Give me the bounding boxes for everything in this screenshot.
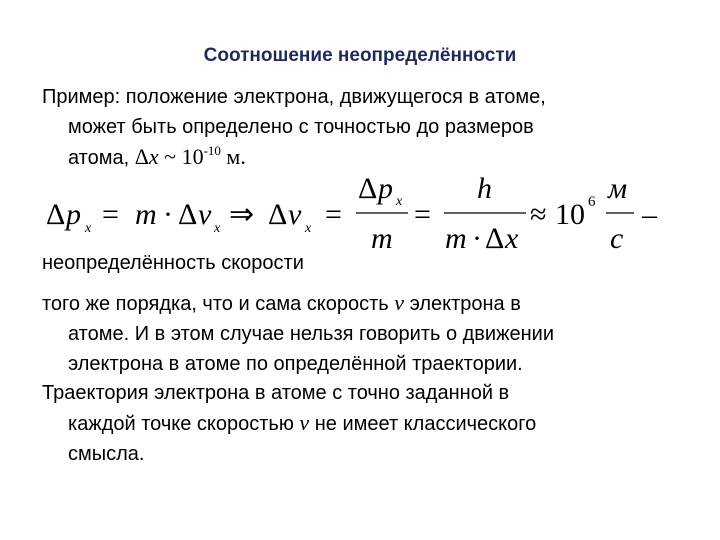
formula-v-2: v [288,198,302,231]
speed-variable-2: v [299,410,310,435]
formula-v-1: v [198,198,212,231]
formula-ten: 10 [555,198,585,231]
meter-unit: м. [220,144,246,169]
formula-sub-x-4: x [396,194,403,209]
speed-variable-1: v [394,290,404,315]
formula-m-3: m [445,222,467,253]
para2-line-1 [42,288,554,319]
formula-equals-3: = [414,198,431,231]
para3-line-1: Траектория электрона в атоме с точно заданной в [42,382,510,404]
formula-implies: ⇒ [229,198,255,231]
formula-sub-x-1: x [85,221,92,236]
speed-uncertainty-text: неопределённость скорости [42,252,304,274]
formula-h: h [477,172,492,205]
formula-delta-1: Δ [46,198,66,231]
x-variable: x [148,144,159,169]
formula-approx: ≈ [530,198,547,231]
delta-symbol: Δ [134,144,149,169]
formula-p-1: p [66,198,81,231]
paragraph-3 [42,378,536,469]
para3-line-2 [42,408,536,439]
para2-line-3: электрона в атоме по определённой траектории. [68,353,523,375]
formula-dot-2: · [472,222,482,253]
formula-unit-s: с [610,222,624,253]
formula-equals-1: = [102,198,119,231]
para2-line-2: атоме. И в этом случае нельзя говорить о движении [68,323,554,345]
formula-delta-2: Δ [178,198,198,231]
formula-six: 6 [588,194,596,210]
formula-delta-4: Δ [358,172,378,205]
example-line-1: Пример: положение электрона, движущегося в атоме, [42,86,546,108]
power-base: 10 [181,144,204,169]
para3-line-2-a: каждой точке скоростью [68,413,294,435]
power-exponent: -10 [203,143,221,158]
formula-dash: – [642,198,657,231]
formula-unit-m: м [608,172,628,205]
para2-line-1-b: электрона в [409,293,521,315]
approx-sign: ~ [158,144,182,169]
para2-line-1-a: того же порядка, что и сама скорость [42,293,389,315]
formula-delta-5: Δ [485,222,505,253]
formula-dot-1: · [163,198,173,231]
example-line-2: может быть определено с точностью до размеров [68,116,534,138]
slide-title: Соотношение неопределённости [203,45,517,66]
formula-sub-x-3: x [305,221,312,236]
formula-equals-2: = [325,198,342,231]
example-line-3-prefix: атома, [68,147,130,169]
paragraph-2 [42,288,554,379]
formula-x-1: x [505,222,519,253]
formula-m-2: m [371,222,393,253]
formula-p-2: p [378,172,393,205]
uncertainty-formula [0,168,720,253]
para3-line-3: смысла. [68,443,145,465]
formula-m-1: m [135,198,157,231]
example-paragraph [42,82,546,173]
para3-line-2-b: не имеет классического [314,413,537,435]
speed-uncertainty-label [42,248,304,278]
formula-delta-3: Δ [268,198,288,231]
formula-sub-x-2: x [214,221,221,236]
